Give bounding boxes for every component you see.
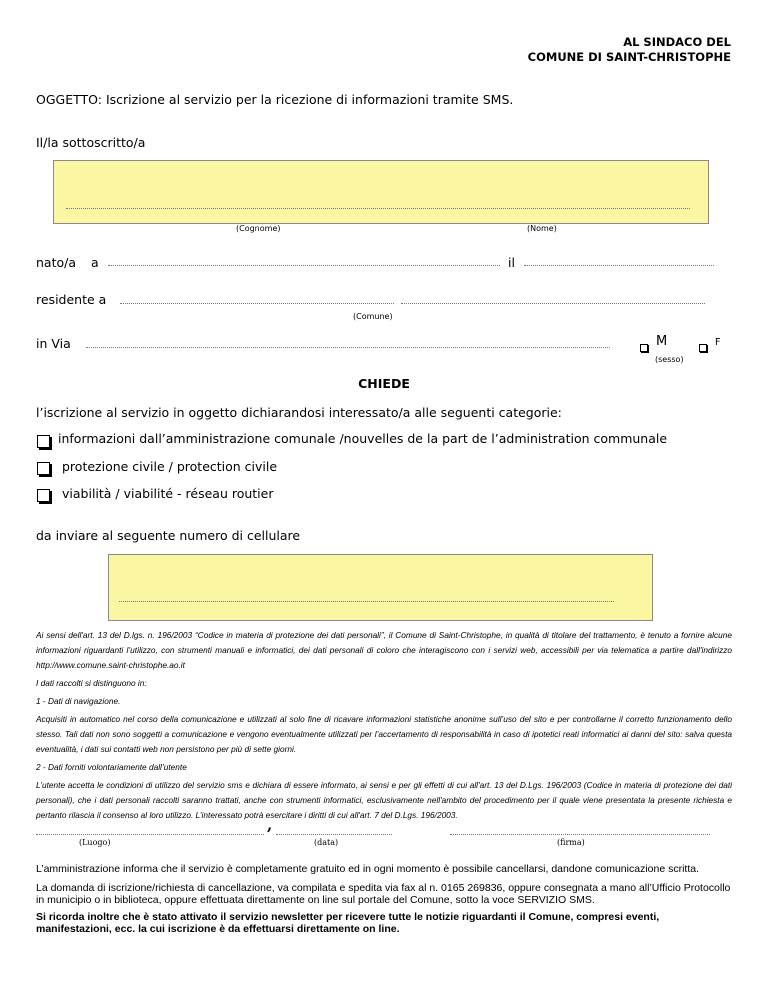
category-2-checkbox[interactable] <box>37 459 50 477</box>
firma-caption: (firma) <box>557 838 585 847</box>
firma-field[interactable] <box>450 834 710 835</box>
category-1-checkbox[interactable] <box>37 432 50 450</box>
footer-p1: L’amministrazione informa che il servizio è completamente gratuito ed in ogni momento è possibile cancellarsi, dandone comunicazione scritta. <box>36 863 700 875</box>
sex-f-checkbox[interactable] <box>699 339 707 357</box>
comune-caption: (Comune) <box>353 312 393 321</box>
birthplace-field[interactable] <box>108 265 500 266</box>
phone-input-box[interactable] <box>108 554 653 621</box>
residence-field-2[interactable] <box>401 303 705 304</box>
category-3-checkbox[interactable] <box>37 486 50 504</box>
luogo-caption: (Luogo) <box>79 838 111 847</box>
addressee <box>528 35 731 65</box>
sex-f-label: F <box>715 337 721 348</box>
data-field[interactable] <box>276 834 392 835</box>
cognome-caption: (Cognome) <box>236 224 281 233</box>
name-dotted-line <box>66 208 690 209</box>
privacy-p3: 1 - Dati di navigazione. <box>36 696 121 706</box>
privacy-p4: Acquisiti in automatico nel corso della comunicazione e utilizzati al solo fine di ricavare informazioni statistiche anonime sull’uso del sito e per controllarne il corretto funzionamento dello stesso. Tali dati non sono soggetti a comunicazione e vengono eventualmente utilizzati per l’accertamento di responsabilità in caso di ipotetici reati informatici ai danni del sito: salva questa eventualità, i dati sui contatti web non persistono per più di sette giorni. <box>36 714 732 754</box>
birthdate-field[interactable] <box>524 265 714 266</box>
privacy-notice <box>36 628 732 823</box>
residence-field-1[interactable] <box>120 303 394 304</box>
chiede-heading: CHIEDE <box>358 376 410 391</box>
categories-intro: l’iscrizione al servizio in oggetto dichiarandosi interessato/a alle seguenti categorie: <box>36 405 562 420</box>
residente-label: residente a <box>36 292 107 307</box>
privacy-p6: L’utente accetta le condizioni di utilizzo del servizio sms e dichiara di essere informato, ai sensi e per gli effetti di cui all'art. 13 del D.Lgs. 196/2003 (Codice in materia di protezione dei dati personali), che i dati personali raccolti saranno trattati, anche con strumenti informatici, esclusivamente nell'ambito del procedimento per il quale viene presentata la presente richiesta e pertanto rilascia il consenso al loro utilizzo. L’interessato potrà esercitare i diritti di cui all'art. 7 del D.Lgs. 196/2003. <box>36 780 732 820</box>
privacy-p2: I dati raccolti si distinguono in: <box>36 678 147 688</box>
sex-m-label: M <box>656 334 668 349</box>
a-label: a <box>91 255 99 270</box>
category-3-label: viabilità / viabilité - réseau routier <box>62 486 274 501</box>
sottoscritto-label: Il/la sottoscritto/a <box>36 135 146 150</box>
phone-dotted-line <box>119 601 614 602</box>
luogo-field[interactable] <box>36 834 264 835</box>
street-field[interactable] <box>86 347 610 348</box>
footer-p3: Si ricorda inoltre che è stato attivato il servizio newsletter per ricevere tutte le notizie riguardanti il Comune, compresi eventi, manifestazioni, ecc. la cui iscrizione è da effettuarsi direttamente on line. <box>36 911 660 935</box>
il-label: il <box>508 255 515 270</box>
nato-label: nato/a <box>36 255 77 270</box>
nome-caption: (Nome) <box>527 224 557 233</box>
sex-m-checkbox[interactable] <box>640 339 648 357</box>
name-input-box[interactable] <box>53 160 709 224</box>
via-label: in Via <box>36 336 71 351</box>
addressee-line2: COMUNE DI SAINT-CHRISTOPHE <box>527 50 731 64</box>
footer-p2: La domanda di iscrizione/richiesta di cancellazione, va compilata e spedita via fax al n. 0165 269836, oppure consegnata a mano all’Ufficio Protocollo in municipio o in biblioteca, oppure effettuata direttamente on line sul portale del Comune, sotto la voce SERVIZIO SMS. <box>36 882 731 906</box>
signature-comma: , <box>267 816 273 834</box>
sesso-caption: (sesso) <box>655 355 684 364</box>
category-2-label: protezione civile / protection civile <box>62 459 278 474</box>
privacy-p1: Ai sensi dell'art. 13 del D.lgs. n. 196/2003 “Codice in materia di protezione dei dati personali”, il Comune di Saint-Christophe, in qualità di titolare del trattamento, è tenuto a fornire alcune informazioni riguardanti l’utilizzo, con strumenti manuali e informatici, dei dati personali di coloro che interagiscono con i servizi web, accessibili per via telematica a partire dall'indirizzo http://www.comune.saint-christophe.ao.it <box>36 630 732 670</box>
subject-line: OGGETTO: Iscrizione al servizio per la ricezione di informazioni tramite SMS. <box>36 92 514 107</box>
phone-label: da inviare al seguente numero di cellulare <box>36 528 301 543</box>
category-1-label: informazioni dall’amministrazione comunale /nouvelles de la part de l’administration communale <box>58 431 668 446</box>
data-caption: (data) <box>314 838 339 847</box>
addressee-line1: AL SINDACO DEL <box>623 35 731 49</box>
privacy-p5: 2 - Dati forniti volontariamente dall’utente <box>36 762 187 772</box>
